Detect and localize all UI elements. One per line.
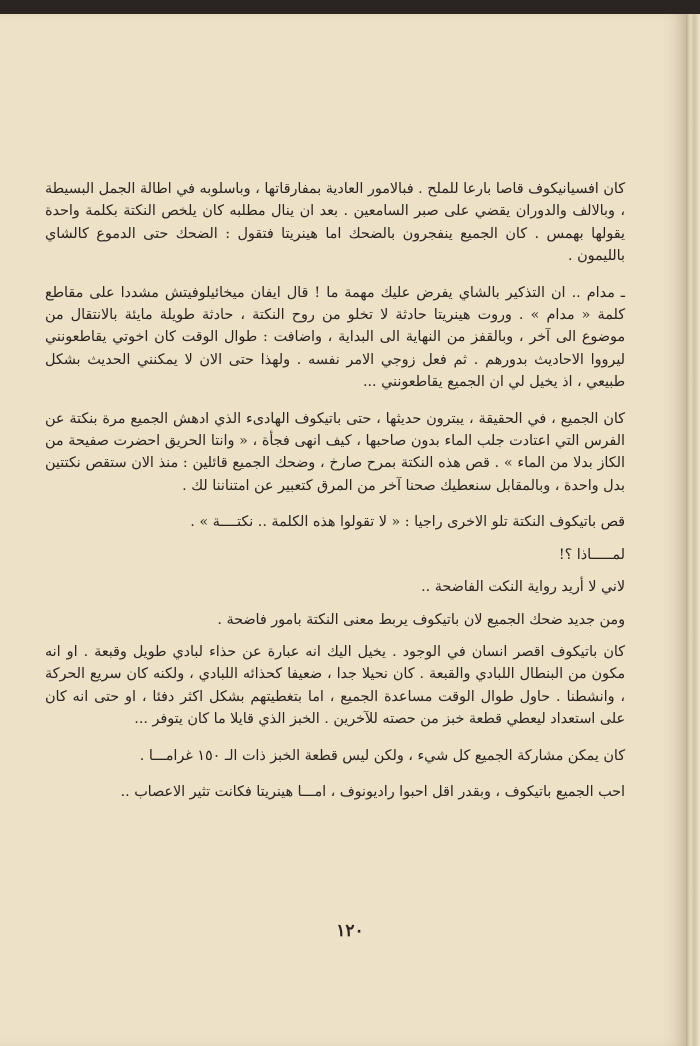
page-text <box>45 178 625 817</box>
paragraph-2: ـ مدام .. ان التذكير بالشاي يفرض عليك مهمة ما ! قال ايفان ميخائيلوفيتش مشددا على مقاطع كلمة « مدام » . وروت هينريتا حادثة لا تخلو من روح النكتة ، حادثة طويلة مايئة بالانتقال من موضوع الى آخر ، وبالقفز من النهاية الى البداية ، واضافت : طوال الوقت كان اخوتي يقاطعونني ليرووا الاحاديث بدورهم . ثم فعل زوجي الامر نفسه . ولهذا حتى الان لا يمكنني الحديث بشكل طبيعي ، اذ يخيل لي ان الجميع يقاطعونني ... <box>45 284 625 391</box>
paragraph-4: قص باتيكوف النكتة تلو الاخرى راجيا : « لا تقولوا هذه الكلمة .. نكتــــة » . <box>190 514 625 531</box>
paragraph-6: لاني لا أريد رواية النكت الفاضحة .. <box>421 579 625 596</box>
paragraph-3: كان الجميع ، في الحقيقة ، يبترون حديثها ، حتى باتيكوف الهادىء الذي ادهش الجميع مرة بنكتة عن الفرس التي اعتادت جلب الماء بدون صاحبها ، كيف انهى فجأة ، « وانتا الحريق احضرت صفيحة من الكاز بدلا من الماء » . قص هذه النكتة بمرح صارخ ، وضحك الجميع قائلين : منذ الان ستقص نكتتين بدل واحدة ، وبالمقابل سنعطيك صحنا آخر من المرق كتعبير عن امتناننا لك . <box>45 410 625 494</box>
page-edge <box>686 14 700 1046</box>
paragraph-5: لمـــــاذا ؟! <box>558 546 625 563</box>
paragraph-1: كان افسيانيكوف قاصا بارعا للملح . فبالامور العادية بمفارقاتها ، وباسلوبه في اطالة الجمل البسيطة ، وبالالف والدوران يقضي على صبر السامعين . بعد ان ينال مطلبه كان يلخص النكتة بكلمة واحدة يقولها بهمس . كان الجميع ينفجرون بالضحك اما هينريتا فتقول : الضحك حتى الدموع كالشاي بالليمون . <box>45 181 625 265</box>
paragraph-7: ومن جديد ضحك الجميع لان باتيكوف يربط معنى النكتة بامور فاضحة . <box>217 611 625 628</box>
page-number: ١٢٠ <box>336 921 364 941</box>
paragraph-8: كان باتيكوف اقصر انسان في الوجود . يخيل اليك انه عبارة عن حذاء لبادي طويل وقبعة . او انه مكون من البنطال اللبادي والقبعة . كان نحيلا جدا ، ضعيفا كحذائه اللبادي ، ولكنه كان سريع الحركة ، وانشطنا . حاول طوال الوقت مساعدة الجميع ، اما بتغطيتهم بشكل اكثر دفئا ، او حتى انه كان على استعداد ليعطي قطعة خبز من حصته للآخرين . الخبز الذي قايلا ما كان يتوفر ... <box>45 643 625 728</box>
paragraph-9: كان يمكن مشاركة الجميع كل شيء ، ولكن ليس قطعة الخبز ذات الـ ١٥٠ غرامـــا . <box>139 747 625 764</box>
paragraph-10: احب الجميع باتيكوف ، وبقدر اقل احبوا راديونوف ، امـــا هينريتا فكانت تثير الاعصاب .. <box>120 783 625 800</box>
